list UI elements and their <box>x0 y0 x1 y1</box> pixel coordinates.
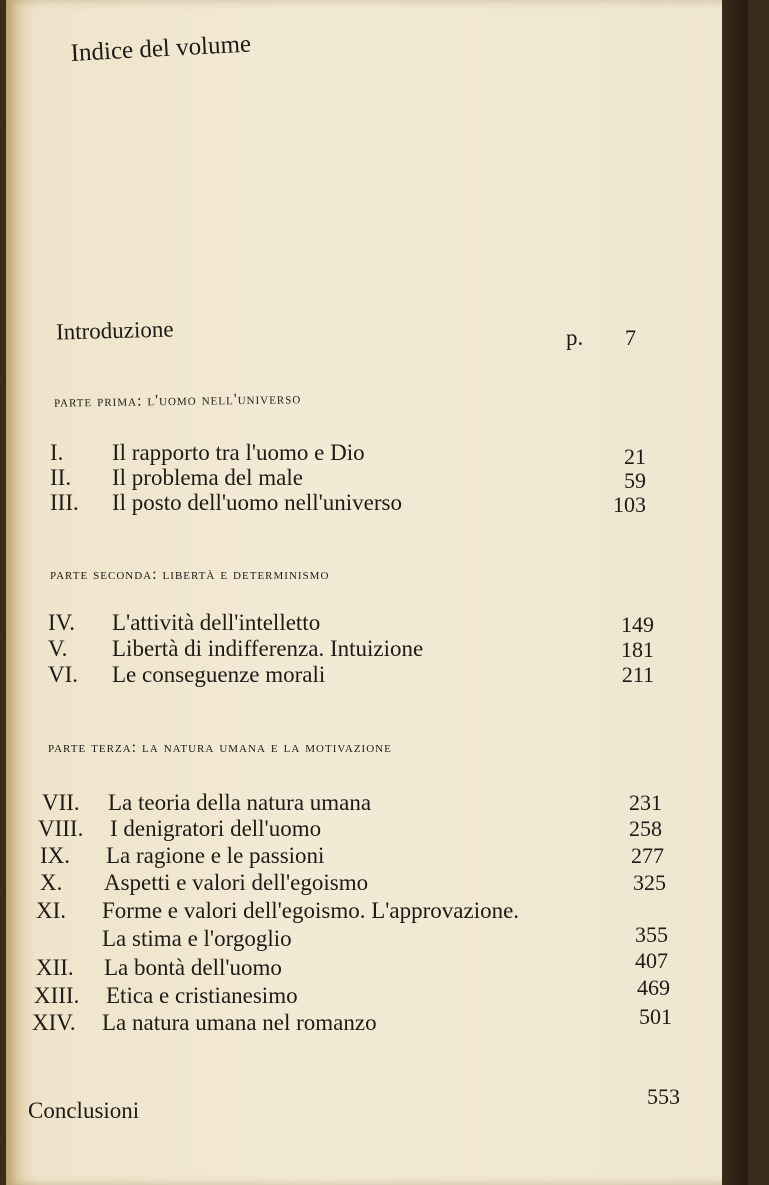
chapter-title: Libertà di indifferenza. Intuizione <box>112 636 424 661</box>
chapter-13 <box>34 983 298 1009</box>
chapter-title: Etica e cristianesimo <box>106 983 298 1008</box>
chapter-roman: II. <box>50 465 72 490</box>
chapter-roman: XIII. <box>34 983 80 1008</box>
chapter-14 <box>32 1010 377 1036</box>
chapter-page: 355 <box>635 922 668 947</box>
chapter-title: Il rapporto tra l'uomo e Dio <box>112 440 365 465</box>
chapter-roman: I. <box>50 440 64 465</box>
chapter-roman: VII. <box>42 790 80 815</box>
intro-page: 7 <box>625 325 636 350</box>
part-heading-2: parte seconda: libertà e determinismo <box>50 566 330 583</box>
chapter-roman: V. <box>48 636 68 661</box>
page-edge <box>722 0 748 1185</box>
chapter-roman: X. <box>40 870 63 895</box>
book-page <box>6 0 748 1185</box>
chapter-page: 407 <box>635 948 668 973</box>
chapter-9 <box>40 843 324 869</box>
chapter-roman: XI. <box>36 898 67 923</box>
chapter-roman: VI. <box>48 662 79 687</box>
chapter-page: 21 <box>624 444 646 469</box>
chapter-page: 181 <box>621 637 654 662</box>
chapter-8 <box>38 816 321 842</box>
chapter-12 <box>36 955 282 981</box>
chapter-5 <box>48 636 423 662</box>
chapter-7 <box>42 790 371 816</box>
chapter-3 <box>50 490 402 516</box>
chapter-title: La ragione e le passioni <box>106 843 325 868</box>
chapter-roman: XII. <box>36 955 74 980</box>
chapter-6 <box>48 662 325 688</box>
chapter-11 <box>36 898 519 924</box>
chapter-4 <box>48 610 320 636</box>
chapter-title: La teoria della natura umana <box>108 790 372 815</box>
chapter-page: 325 <box>633 870 666 895</box>
chapter-page: 501 <box>639 1004 672 1029</box>
chapter-1 <box>50 440 365 466</box>
chapter-2 <box>50 465 303 491</box>
chapter-title: Aspetti e valori dell'egoismo <box>104 870 369 895</box>
chapter-10 <box>40 870 368 896</box>
chapter-roman: XIV. <box>32 1010 76 1035</box>
page-title: Indice del volume <box>70 30 252 67</box>
chapter-roman: IX. <box>40 843 71 868</box>
chapter-page: 59 <box>624 468 646 493</box>
chapter-page: 211 <box>621 662 654 687</box>
chapter-roman: VIII. <box>38 816 84 841</box>
chapter-page: 103 <box>613 492 646 517</box>
chapter-title: L'attività dell'intelletto <box>112 610 321 635</box>
chapter-title: La natura umana nel romanzo <box>102 1010 377 1035</box>
chapter-page: 258 <box>629 816 662 841</box>
intro-label: Introduzione <box>55 316 174 345</box>
chapter-title: Le conseguenze morali <box>112 662 326 687</box>
intro-page-prefix: p. <box>566 325 584 350</box>
chapter-title: Il posto dell'uomo nell'universo <box>112 490 403 515</box>
chapter-title: Il problema del male <box>112 465 303 490</box>
chapter-title: Forme e valori dell'egoismo. L'approvazione. <box>102 898 520 923</box>
chapter-roman: IV. <box>48 610 76 635</box>
chapter-roman: III. <box>50 490 79 515</box>
chapter-page: 231 <box>629 790 662 815</box>
chapter-title: La bontà dell'uomo <box>104 955 282 980</box>
chapter-page: 469 <box>637 975 670 1000</box>
conclusion-page: 553 <box>647 1084 680 1109</box>
chapter-page: 149 <box>621 612 654 637</box>
part-heading-1: parte prima: l'uomo nell'universo <box>53 390 302 411</box>
chapter-page: 277 <box>631 843 664 868</box>
chapter-11-continuation: La stima e l'orgoglio <box>102 926 292 951</box>
part-heading-3: parte terza: la natura umana e la motivazione <box>48 739 392 756</box>
chapter-title: I denigratori dell'uomo <box>110 816 322 841</box>
conclusion-label: Conclusioni <box>28 1098 140 1123</box>
